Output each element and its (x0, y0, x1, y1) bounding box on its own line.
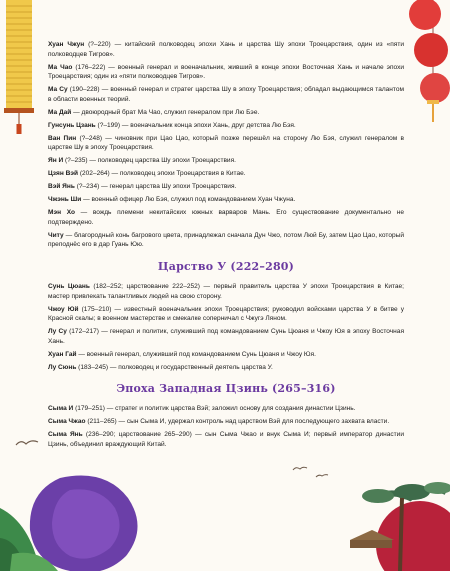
entry-name: Вэй Янь (48, 183, 75, 191)
entry-description: (?–199) — военачальник конца эпохи Хань, друг детства Лю Бэя. (95, 121, 296, 129)
entry-name: Чжэнь Ши (48, 196, 82, 204)
entry-description: (172–217) — генерал и политик, служивший под командованием Сунь Цюаня и Чжоу Юя в эпоху Восточная Хань. (48, 328, 404, 345)
entry-name: Лу Су (48, 328, 67, 336)
bird-illustration (315, 472, 329, 481)
entry-description: (176–222) — военный генерал и военачальник, живший в конце эпохи Восточная Хань и начале эпохи Троецарствия; один из «пяти полководцев Тигров». (48, 63, 405, 81)
entry-name: Лу Сюнь (48, 363, 77, 371)
glossary-entry (48, 156, 404, 166)
entry-description: (202–264) — полководец эпохи Троецарствия в Китае. (78, 170, 246, 178)
entry-description: — благородный конь багрового цвета, принадлежал сначала Дун Чжо, потом Люй Бу, затем Цао Цао, который преподнёс его в дар Гуань Юю. (48, 231, 404, 249)
entry-name: Сунь Цюань (48, 282, 90, 290)
glossary-entry (48, 85, 404, 104)
entry-name: Ян И (48, 157, 64, 165)
glossary-entry (48, 208, 404, 227)
entry-description: (175–210) — известный военачальник эпохи Троецарствия; руководил войсками царства У в битве у Красной скалы; в военном мастерстве и смекалке соперничал с Чжугэ Ляном. (48, 305, 404, 323)
section-western-jin (48, 382, 404, 449)
glossary-entry (48, 63, 404, 82)
entry-name: Цзян Вэй (48, 170, 78, 178)
bird-illustration (14, 436, 40, 452)
section-heading: Эпоха Западная Цзинь (265–316) (116, 382, 336, 396)
entry-name: Чжоу Юй (48, 305, 79, 313)
glossary-entry (48, 404, 404, 414)
entry-description: (179–251) — стратег и политик царства Вэй; заложил основу для создания династии Цзинь. (73, 405, 356, 413)
glossary-entry (48, 195, 404, 205)
section-wu-kingdom (48, 260, 404, 372)
entry-description: (183–245) — полководец и государственный деятель царства У. (76, 363, 273, 371)
bamboo-blind-illustration (0, 0, 40, 140)
section-heading: Царство У (222–280) (157, 259, 295, 273)
entry-name: Сыма Чжао (48, 418, 86, 426)
entry-name: Сыма И (48, 405, 74, 413)
entry-name: Ма Чао (48, 63, 73, 71)
entry-description: — военный офицер Лю Бэя, служил под командованием Хуан Чжуна. (81, 196, 296, 204)
entry-name: Читу (48, 231, 64, 239)
glossary-entry (48, 305, 404, 324)
entry-description: (190–228) — военный генерал и стратег царства Шу в эпоху Троецарствия; обладал выдающимся талантом в области военных теорий. (48, 86, 404, 103)
purple-flower-illustration (0, 468, 150, 571)
glossary-entry (48, 121, 404, 131)
glossary-entry (48, 363, 404, 373)
glossary-entry (48, 327, 404, 346)
tree-and-moon-illustration (350, 440, 450, 571)
section-shu-characters (48, 40, 404, 250)
bird-illustration (292, 464, 308, 474)
entry-description: — военный генерал, служивший под командованием Сунь Цюаня и Чжоу Юя. (76, 350, 316, 358)
entry-description: — двоюродный брат Ма Чао, служил генералом при Лю Бэе. (71, 108, 260, 116)
entry-description: (?–220) — китайский полководец эпохи Хань и царства Шу эпохи Троецарствия, один из «пяти полководцев Тигров». (48, 41, 404, 58)
entry-name: Мэн Хо (48, 209, 75, 217)
glossary-entry (48, 430, 404, 449)
entry-description: (?–248) — чиновник при Цао Цао, который позже перешёл на сторону Лю Бэя, служил генералом в царстве Шу в эпоху Троецарствия. (48, 134, 405, 152)
entry-description: (182–252; царствование 222–252) — первый правитель царства У эпохи Троецарствия в Китае; мастер привлекать талантливых людей на свою сторону. (48, 282, 404, 300)
glossary-entry (48, 40, 404, 59)
entry-name: Гунсунь Цзань (48, 121, 96, 129)
entry-description: (?–234) — генерал царства Шу эпохи Троецарствия. (74, 183, 237, 191)
entry-name: Хуан Гай (48, 350, 77, 358)
entry-name: Ма Су (48, 86, 68, 94)
entry-name: Ван Пин (48, 134, 77, 142)
glossary-entry (48, 108, 404, 118)
glossary-entry (48, 417, 404, 427)
entry-description: (?–235) — полководец царства Шу эпохи Троецарствия. (63, 157, 236, 165)
entry-name: Сыма Янь (48, 431, 83, 439)
entry-description: (236–290; царствование 265–290) — сын Сыма Чжао и внук Сыма И; первый император династии Цзинь, объединил враждующий Китай. (48, 431, 404, 448)
glossary-entry (48, 350, 404, 360)
glossary-entry (48, 231, 404, 250)
entry-description: (211–265) — сын Сыма И, удержал контроль над царством Вэй для последующего захвата власти. (85, 418, 390, 426)
glossary-page (48, 40, 404, 453)
glossary-entry (48, 134, 404, 153)
entry-name: Хуан Чжун (48, 41, 85, 48)
entry-description: — вождь племени некитайских южных варваров Мань. Его существование документально не подтверждено. (48, 209, 405, 226)
entry-name: Ма Дай (48, 108, 72, 116)
glossary-entry (48, 282, 404, 301)
glossary-entry (48, 169, 404, 179)
glossary-entry (48, 182, 404, 192)
